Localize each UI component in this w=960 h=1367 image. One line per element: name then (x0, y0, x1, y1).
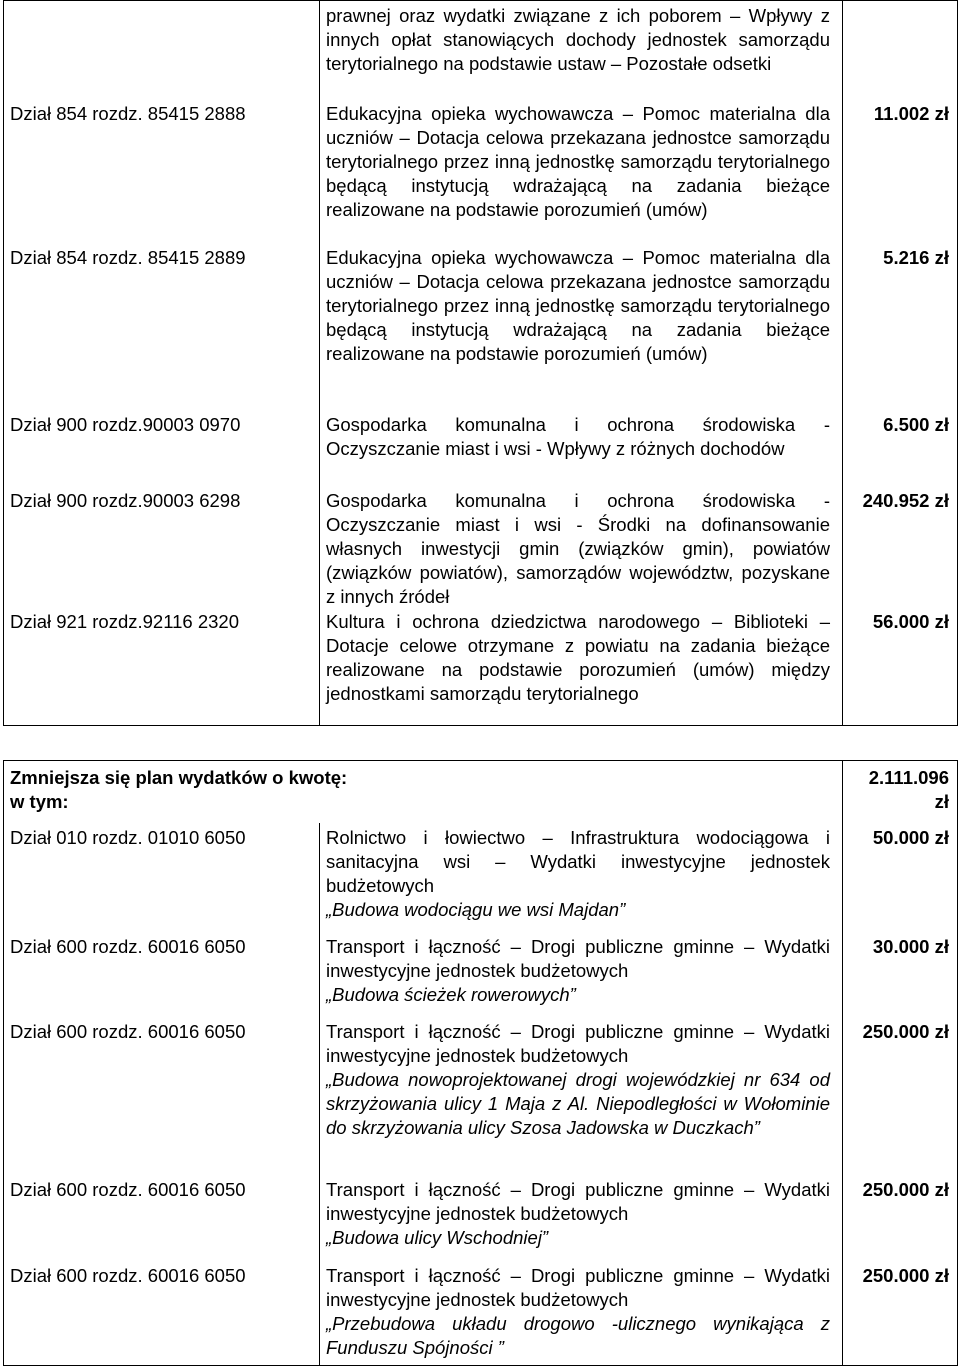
row-description (320, 1017, 843, 1175)
income-changes-table (3, 0, 958, 726)
row-amount: 56.000 zł (872, 611, 949, 632)
description-text: Rolnictwo i łowiectwo – Infrastruktura wodociągowa i sanitacyjna wsi – Wydatki inwestycyjne jednostek budżetowych (326, 827, 830, 896)
description-text: Transport i łączność – Drogi publiczne gminne – Wydatki inwestycyjne jednostek budżetowych (326, 936, 830, 981)
row-description: Edukacyjna opieka wychowawcza – Pomoc materialna dla uczniów – Dotacja celowa przekazana jednostce samorządu terytorialnego przez inną jednostkę samorządu terytorialnego będącą instytucją wdrażającą na zadania bieżące realizowane na podstawie porozumień (umów) (320, 243, 843, 411)
table-row (4, 932, 957, 1017)
row-amount: 11.002 zł (873, 103, 949, 124)
classification-code: Dział 600 rozdz. 60016 6050 (4, 1017, 320, 1175)
classification-code: Dział 600 rozdz. 60016 6050 (4, 1175, 320, 1261)
expense-decrease-table (3, 760, 958, 1366)
row-description: Edukacyjna opieka wychowawcza – Pomoc materialna dla uczniów – Dotacja celowa przekazana jednostce samorządu terytorialnego przez inną jednostkę samorządu terytorialnego będącą instytucją wdrażającą na zadania bieżące realizowane na podstawie porozumień (umów) (320, 97, 843, 243)
task-name: „Budowa ulicy Wschodniej” (326, 1227, 549, 1248)
total-currency: zł (934, 791, 949, 812)
heading-line: Zmniejsza się plan wydatków o kwotę: (10, 767, 348, 788)
task-name: „Budowa nowoprojektowanej drogi wojewódzkiej nr 634 od skrzyżowania ulicy 1 Maja z Al. Niepodległości w Wołominie do skrzyżowania ulicy Szosa Jadowska w Duczkach” (326, 1069, 830, 1138)
table-row (4, 608, 957, 725)
row-amount (843, 1, 957, 97)
table-row (4, 243, 957, 411)
row-description: Kultura i ochrona dziedzictwa narodowego – Biblioteki – Dotacje celowe otrzymane z powiatu na zadania bieżące realizowane na podstawie porozumień (umów) między jednostkami samorządu terytorialnego (320, 608, 843, 725)
classification-code: Dział 854 rozdz. 85415 2889 (4, 243, 320, 411)
task-name: „Przebudowa układu drogowo -ulicznego wynikająca z Funduszu Spójności ” (326, 1313, 830, 1358)
table-row (4, 823, 957, 932)
section-heading (4, 761, 843, 823)
table-row (4, 97, 957, 243)
classification-code: Dział 600 rozdz. 60016 6050 (4, 1261, 320, 1365)
table-row (4, 1261, 957, 1365)
table-row (4, 1175, 957, 1261)
row-amount: 50.000 zł (872, 827, 949, 848)
total-amount (843, 761, 957, 823)
row-amount: 5.216 zł (883, 247, 949, 268)
row-amount: 30.000 zł (872, 936, 949, 957)
row-amount: 240.952 zł (862, 490, 949, 511)
row-description: Gospodarka komunalna i ochrona środowiska - Oczyszczanie miast i wsi - Wpływy z różnych dochodów (320, 411, 843, 487)
row-amount: 250.000 zł (862, 1179, 949, 1200)
classification-code: Dział 900 rozdz.90003 0970 (4, 411, 320, 487)
row-description (320, 1175, 843, 1261)
task-name: „Budowa ścieżek rowerowych” (326, 984, 576, 1005)
row-amount: 250.000 zł (862, 1265, 949, 1286)
task-name: „Budowa wodociągu we wsi Majdan” (326, 899, 626, 920)
description-text: Transport i łączność – Drogi publiczne gminne – Wydatki inwestycyjne jednostek budżetowych (326, 1265, 830, 1310)
classification-code: Dział 900 rozdz.90003 6298 (4, 487, 320, 608)
total-value: 2.111.096 (868, 767, 949, 788)
table-row (4, 1017, 957, 1175)
row-description (320, 823, 843, 932)
description-text: Transport i łączność – Drogi publiczne gminne – Wydatki inwestycyjne jednostek budżetowych (326, 1021, 830, 1066)
table-row (4, 411, 957, 487)
row-amount: 6.500 zł (883, 414, 949, 435)
heading-subline: w tym: (10, 791, 69, 812)
description-text: Transport i łączność – Drogi publiczne gminne – Wydatki inwestycyjne jednostek budżetowych (326, 1179, 830, 1224)
row-description (320, 1261, 843, 1365)
row-description: prawnej oraz wydatki związane z ich poborem – Wpływy z innych opłat stanowiących dochody jednostek samorządu terytorialnego na podstawie ustaw – Pozostałe odsetki (320, 1, 843, 97)
classification-code: Dział 010 rozdz. 01010 6050 (4, 823, 320, 932)
classification-code: Dział 921 rozdz.92116 2320 (4, 608, 320, 725)
classification-code: Dział 854 rozdz. 85415 2888 (4, 97, 320, 243)
table-row (4, 1, 957, 97)
row-description (320, 932, 843, 1017)
classification-code: Dział 600 rozdz. 60016 6050 (4, 932, 320, 1017)
table-row (4, 487, 957, 608)
row-description: Gospodarka komunalna i ochrona środowiska - Oczyszczanie miast i wsi - Środki na dofinansowanie własnych inwestycji gmin (związków gmin), powiatów (związków powiatów), samorządów województw, pozyskane z innych źródeł (320, 487, 843, 608)
row-amount: 250.000 zł (862, 1021, 949, 1042)
table-header (4, 761, 957, 823)
classification-code (4, 1, 320, 97)
